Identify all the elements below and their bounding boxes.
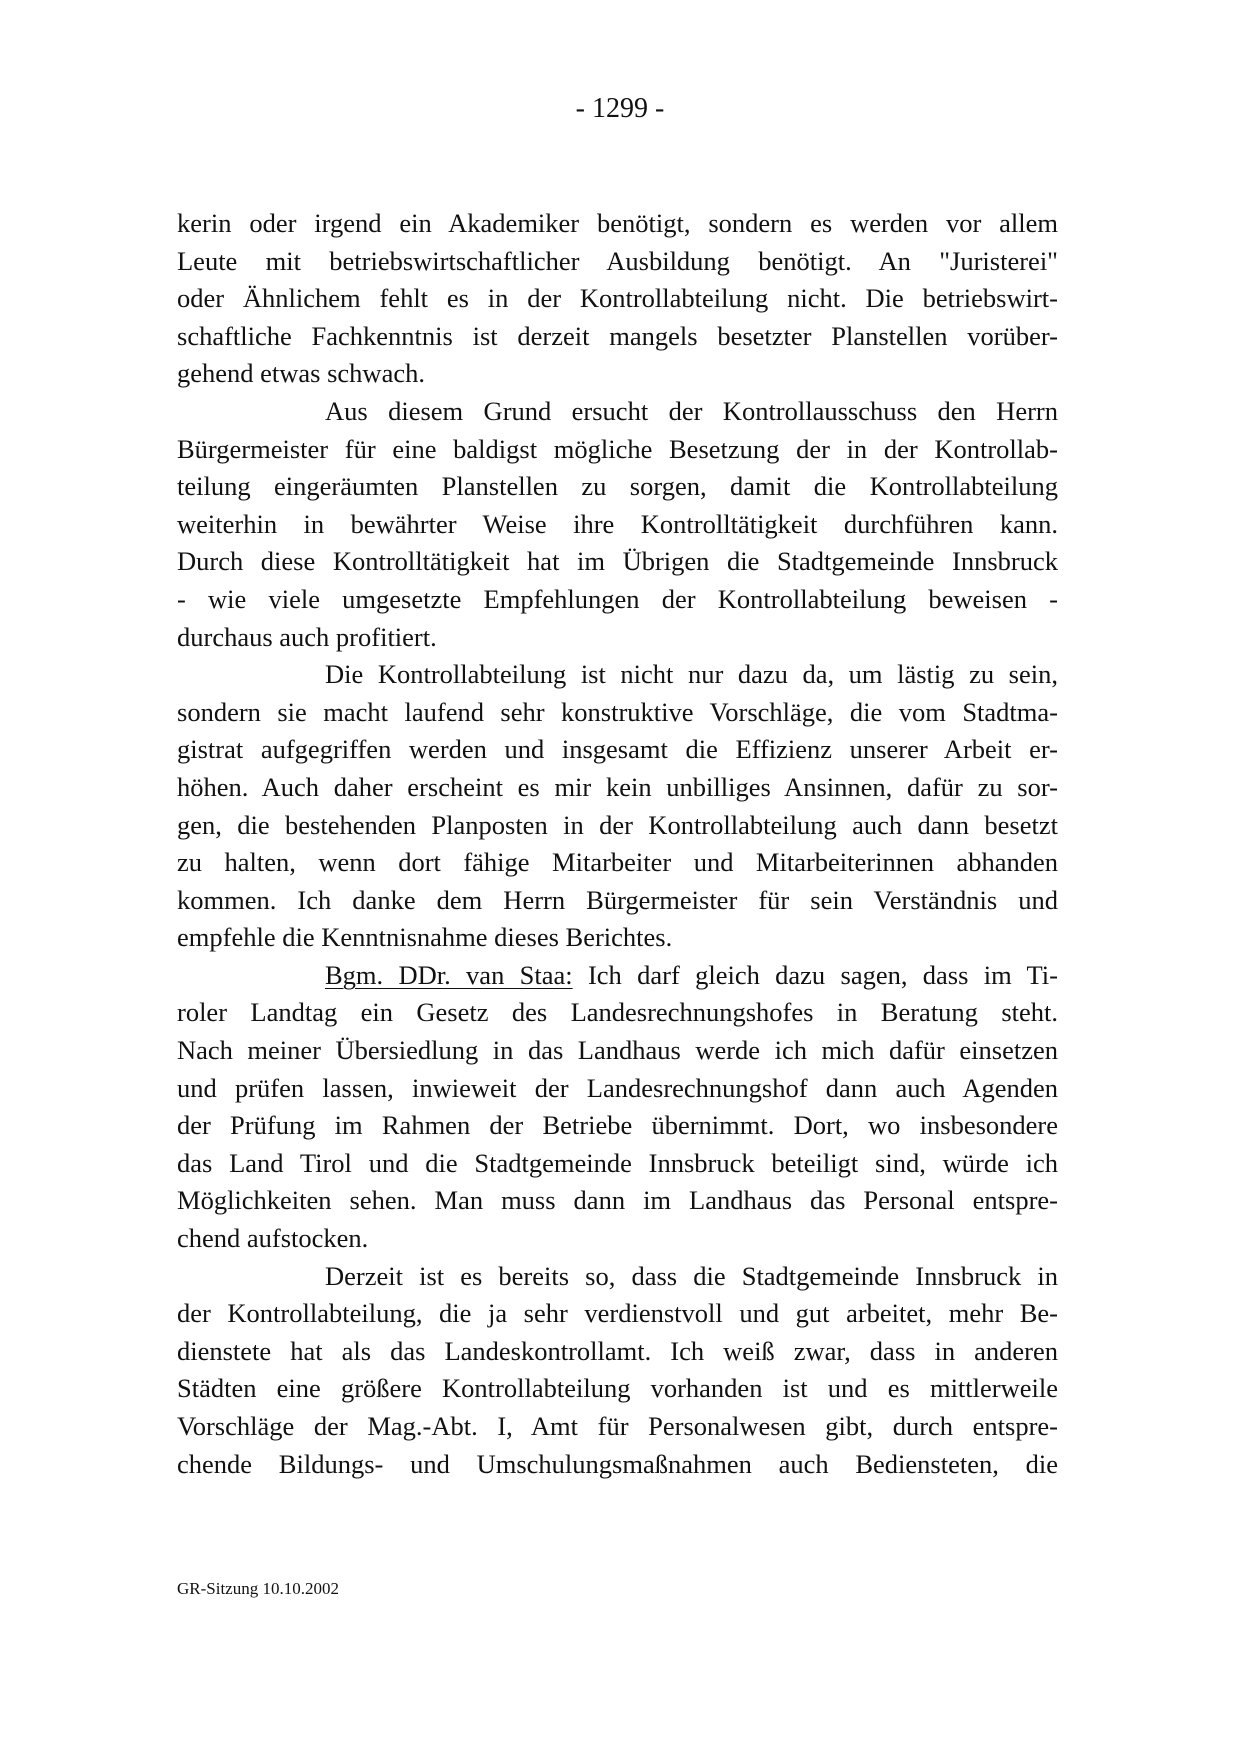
text-line: Durch diese Kontrolltätigkeit hat im Übrigen die Stadtgemeinde Innsbruck	[177, 546, 1058, 577]
text-line: das Land Tirol und die Stadtgemeinde Innsbruck beteiligt sind, würde ich	[177, 1147, 1058, 1178]
text-line: Möglichkeiten sehen. Man muss dann im Landhaus das Personal entspre-	[177, 1185, 1058, 1216]
text-line: gen, die bestehenden Planposten in der Kontrollabteilung auch dann besetzt	[177, 809, 1058, 840]
text-line: teilung eingeräumten Planstellen zu sorgen, damit die Kontrollabteilung	[177, 471, 1058, 502]
text-line: roler Landtag ein Gesetz des Landesrechnungshofes in Beratung steht.	[177, 997, 1058, 1028]
text-line: dienstete hat als das Landeskontrollamt. Ich weiß zwar, dass in anderen	[177, 1335, 1058, 1366]
text-line: kerin oder irgend ein Akademiker benötigt, sondern es werden vor allem	[177, 208, 1058, 238]
text-line: durchaus auch profitiert.	[177, 621, 437, 652]
text-line: Derzeit ist es bereits so, dass die Stadtgemeinde Innsbruck in	[325, 1260, 1058, 1291]
text-line: Aus diesem Grund ersucht der Kontrollausschuss den Herrn	[325, 395, 1058, 426]
text-line: empfehle die Kenntnisnahme dieses Berichtes.	[177, 922, 673, 953]
text-line: gehend etwas schwach.	[177, 358, 425, 389]
speaker-line	[177, 957, 1058, 995]
text-line: weiterhin in bewährter Weise ihre Kontrolltätigkeit durchführen kann.	[177, 508, 1058, 539]
speaker-name: Bgm. DDr. van Staa:	[325, 959, 573, 990]
text-line: sondern sie macht laufend sehr konstruktive Vorschläge, die vom Stadtma-	[177, 696, 1058, 727]
text-line: Nach meiner Übersiedlung in das Landhaus werde ich mich dafür einsetzen	[177, 1035, 1058, 1066]
text-line: und prüfen lassen, inwieweit der Landesrechnungshof dann auch Agenden	[177, 1072, 1058, 1103]
text-line: kommen. Ich danke dem Herrn Bürgermeister für sein Verständnis und	[177, 884, 1058, 915]
text-line: gistrat aufgegriffen werden und insgesamt die Effizienz unserer Arbeit er-	[177, 734, 1058, 765]
text-line: Die Kontrollabteilung ist nicht nur dazu da, um lästig zu sein,	[325, 659, 1058, 690]
text-line: höhen. Auch daher erscheint es mir kein unbilliges Ansinnen, dafür zu sor-	[177, 771, 1058, 802]
text-line: chend aufstocken.	[177, 1223, 369, 1254]
paragraph	[177, 205, 1058, 393]
text-line: der Kontrollabteilung, die ja sehr verdienstvoll und gut arbeitet, mehr Be-	[177, 1298, 1058, 1329]
text-line: Vorschläge der Mag.-Abt. I, Amt für Personalwesen gibt, durch entspre-	[177, 1411, 1058, 1441]
text-line: der Prüfung im Rahmen der Betriebe übernimmt. Dort, wo insbesondere	[177, 1110, 1058, 1141]
paragraph	[177, 957, 1058, 1258]
text-line: - wie viele umgesetzte Empfehlungen der Kontrollabteilung beweisen -	[177, 583, 1058, 614]
text-line: Bürgermeister für eine baldigst mögliche Besetzung der in der Kontrollab-	[177, 433, 1058, 464]
text-line: Städten eine größere Kontrollabteilung vorhanden ist und es mittlerweile	[177, 1373, 1058, 1404]
paragraph	[177, 1258, 1058, 1484]
text-line: schaftliche Fachkenntnis ist derzeit mangels besetzter Planstellen vorüber-	[177, 320, 1058, 351]
page-number: - 1299 -	[575, 93, 665, 124]
text-line: zu halten, wenn dort fähige Mitarbeiter und Mitarbeiterinnen abhanden	[177, 847, 1058, 878]
text-line: chende Bildungs- und Umschulungsmaßnahmen auch Bediensteten, die	[177, 1448, 1058, 1479]
footer-session-date: GR-Sitzung 10.10.2002	[177, 1579, 339, 1598]
text-line: oder Ähnlichem fehlt es in der Kontrollabteilung nicht. Die betriebswirt-	[177, 283, 1058, 314]
paragraph	[177, 393, 1058, 656]
speaker-line-text: Ich darf gleich dazu sagen, dass im Ti-	[572, 959, 1058, 990]
text-line: Leute mit betriebswirtschaftlicher Ausbildung benötigt. An "Juristerei"	[177, 245, 1058, 276]
document-body	[177, 205, 1058, 1483]
paragraph	[177, 656, 1058, 957]
